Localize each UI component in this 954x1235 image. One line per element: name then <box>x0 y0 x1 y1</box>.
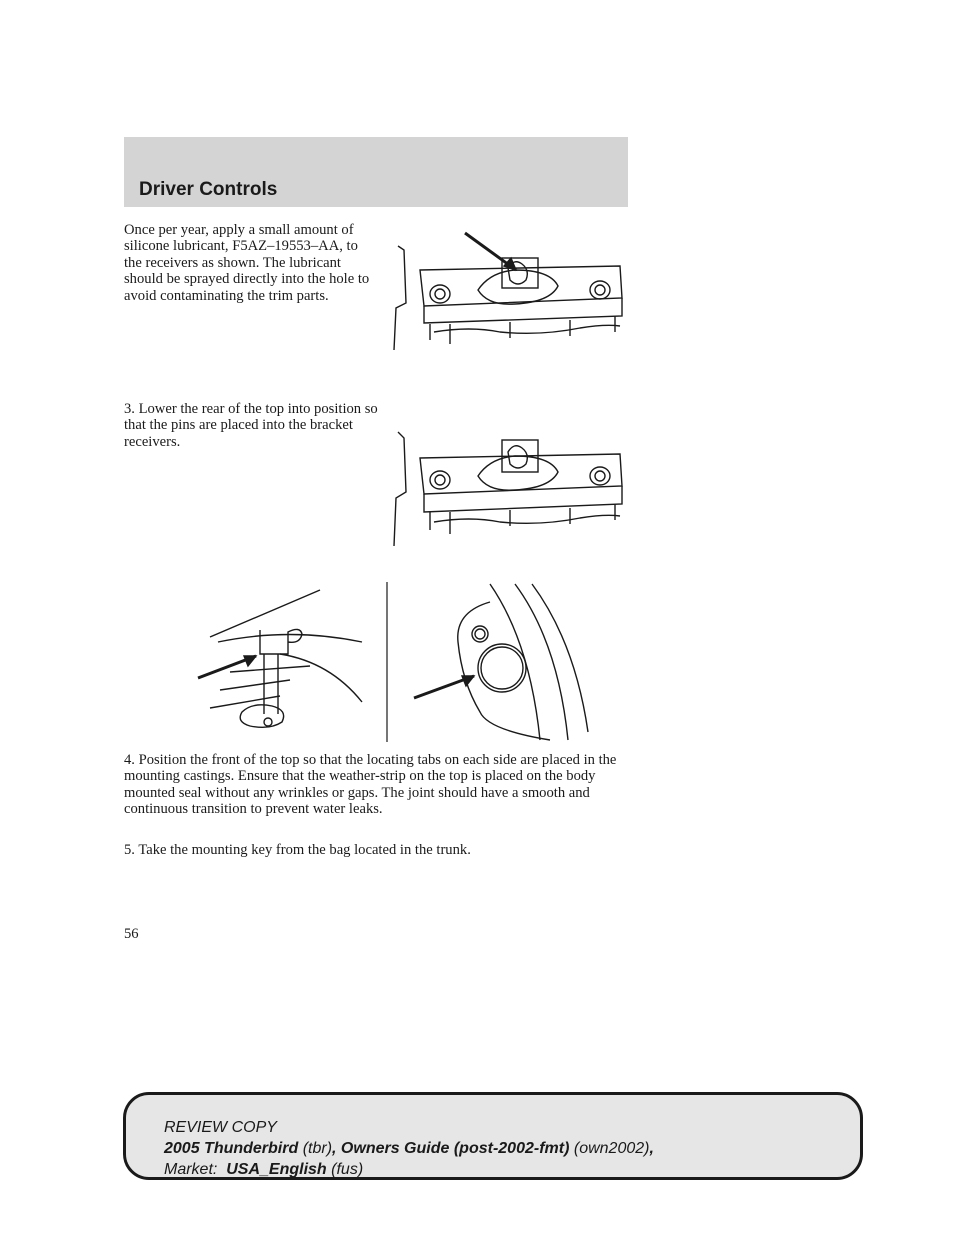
footer-market-label: Market: <box>164 1161 218 1178</box>
footer-guide-line <box>164 1138 654 1159</box>
section-header-bar <box>124 137 628 207</box>
footer-guide-code: (own2002) <box>573 1140 650 1157</box>
section-title: Driver Controls <box>139 179 278 200</box>
footer-market-code: (fus) <box>331 1161 364 1178</box>
receiver-bracket-illustration <box>390 228 630 356</box>
bracket-pins-illustration <box>390 430 630 550</box>
footer-guide: Owners Guide (post-2002-fmt) <box>340 1140 570 1157</box>
footer-sep1: , <box>332 1140 341 1157</box>
paragraph-step-3: 3. Lower the rear of the top into position so that the pins are placed into the bracket receivers. <box>124 401 378 450</box>
page-number: 56 <box>124 926 139 942</box>
paragraph-step-4: 4. Position the front of the top so that the locating tabs on each side are placed in the mounting castings. Ensure that the weather-strip on the top is placed on the body mounted seal without any wrinkles or gaps. The joint should have a smooth and continuous transition to prevent water leaks. <box>124 752 617 818</box>
figure-divider <box>386 582 389 742</box>
footer-text <box>164 1117 654 1180</box>
mounting-casting-illustration <box>410 582 630 742</box>
paragraph-step-5: 5. Take the mounting key from the bag located in the trunk. <box>124 842 471 858</box>
paragraph-lubricant: Once per year, apply a small amount of silicone lubricant, F5AZ–19553–AA, to the receivers as shown. The lubricant should be sprayed directly into the hole to avoid contaminating the trim parts. <box>124 222 370 304</box>
footer-sep2: , <box>649 1140 654 1157</box>
footer-market: USA_English <box>226 1161 327 1178</box>
review-copy-footer <box>123 1092 863 1180</box>
locating-tab-illustration <box>190 582 375 742</box>
footer-model: 2005 Thunderbird <box>164 1140 299 1157</box>
footer-market-line <box>164 1159 654 1180</box>
footer-model-code: (tbr) <box>302 1140 333 1157</box>
review-copy-label: REVIEW COPY <box>164 1119 277 1136</box>
